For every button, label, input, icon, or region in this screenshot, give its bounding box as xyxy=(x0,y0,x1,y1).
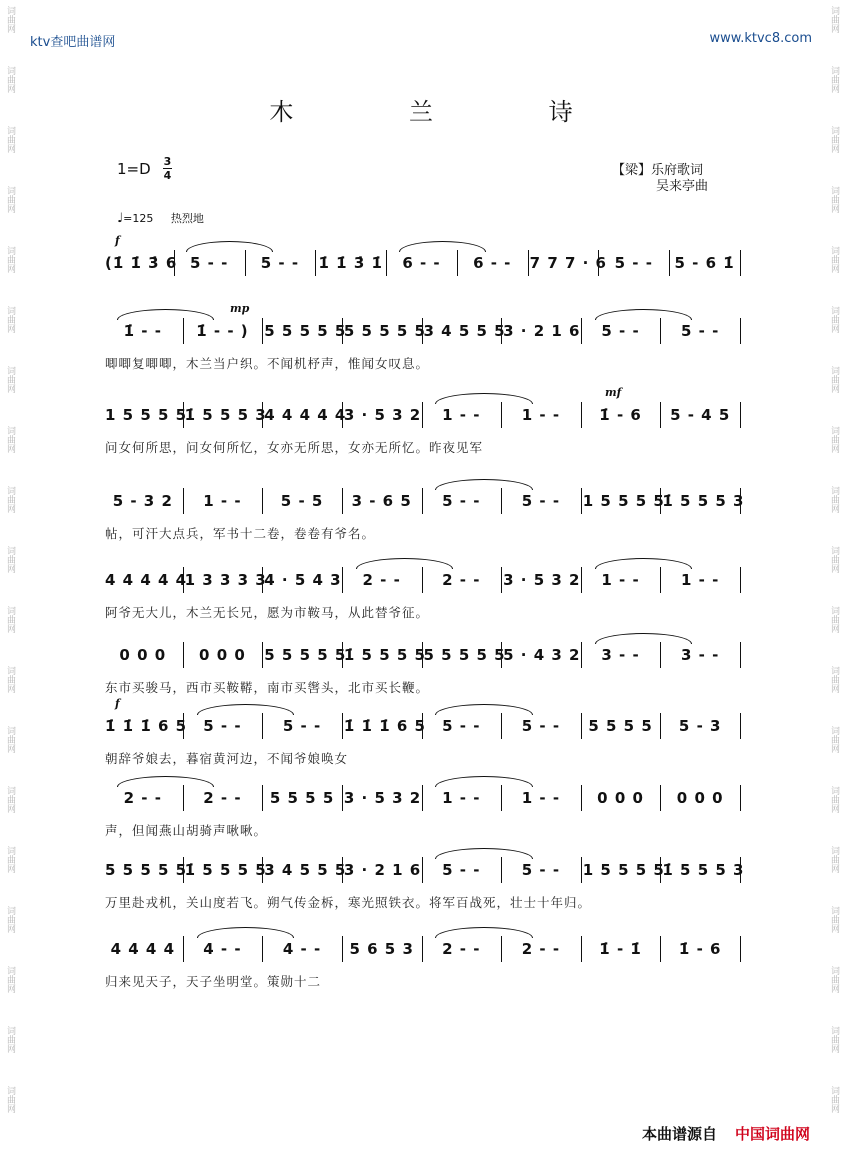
lyrics-line: 阿爷无大儿，木兰无长兄，愿为市鞍马，从此替爷征。 xyxy=(105,605,430,620)
notes-row xyxy=(105,785,742,815)
lyricist-credit: 【梁】乐府歌词 xyxy=(612,163,704,178)
measure: 1̇ - 1̇ xyxy=(599,940,642,958)
barline xyxy=(740,936,741,962)
measure: 5 5 5 5 5 xyxy=(343,322,426,340)
watermark-text: 词曲网 xyxy=(829,966,839,993)
barline xyxy=(245,250,246,276)
barline xyxy=(315,250,316,276)
score-line xyxy=(105,234,742,280)
score-line xyxy=(105,936,742,989)
measure: 3 · 5 3 2 xyxy=(503,571,581,589)
measure: 3 4 5 5 5 xyxy=(423,322,506,340)
measure: 5 - 4 5 xyxy=(670,406,731,424)
barline xyxy=(660,402,661,428)
barline xyxy=(660,936,661,962)
composer-credit: 吴来亭曲 xyxy=(656,179,709,194)
watermark-text: 词曲网 xyxy=(829,246,839,273)
measure: 1 - - xyxy=(203,492,242,510)
notes-row xyxy=(105,936,742,966)
barline xyxy=(581,642,582,668)
lyrics-line: 帖，可汗大点兵，军书十二卷，卷卷有爷名。 xyxy=(105,526,376,541)
watermark-text: 词曲网 xyxy=(5,846,15,873)
measure: 3 · 5 3 2 xyxy=(343,406,422,424)
measure: 5 5 5 5 5 xyxy=(423,646,506,664)
barline xyxy=(457,250,458,276)
lyrics-line: 唧唧复唧唧，木兰当户织。不闻机杼声，惟闻女叹息。 xyxy=(105,356,430,371)
notes-row xyxy=(105,857,745,887)
watermark-text: 词曲网 xyxy=(5,606,15,633)
measure: 1 - - xyxy=(521,789,561,807)
barline xyxy=(581,936,582,962)
measure: 5 - - xyxy=(203,717,242,735)
measure: 3 · 2 1 6 xyxy=(503,322,581,340)
barline xyxy=(501,785,502,811)
measure: 5 5 5 5 5 xyxy=(264,646,347,664)
measure: 0 0 0 xyxy=(199,646,246,664)
key-signature: 1=D xyxy=(117,160,151,178)
watermark-text: 词曲网 xyxy=(829,306,839,333)
measure: 5 - - xyxy=(521,861,561,879)
watermark-text: 词曲网 xyxy=(5,786,15,813)
barline xyxy=(501,936,502,962)
barline xyxy=(183,567,184,593)
site-name-left: ktv查吧曲谱网 xyxy=(30,35,116,50)
time-signature xyxy=(163,156,172,181)
barline xyxy=(262,567,263,593)
dynamic-marking: mp xyxy=(230,302,250,315)
notes-row xyxy=(105,567,742,597)
measure: 5 · 4 3 2 xyxy=(503,646,581,664)
barline xyxy=(660,785,661,811)
barline xyxy=(501,318,502,344)
measure: 4 4 4 4 4 xyxy=(264,406,347,424)
barline xyxy=(262,488,263,514)
barline xyxy=(581,713,582,739)
watermark-text: 词曲网 xyxy=(5,126,15,153)
watermark-text: 词曲网 xyxy=(829,726,839,753)
barline xyxy=(740,402,741,428)
watermark-text: 词曲网 xyxy=(829,126,839,153)
watermark-text: 词曲网 xyxy=(5,366,15,393)
barline xyxy=(740,488,741,514)
measure: 1̇ 1̇ 1̇ 6 5 xyxy=(105,717,188,735)
measure: 5 - - xyxy=(681,322,720,340)
score-line xyxy=(105,488,745,541)
barline xyxy=(740,567,741,593)
barline xyxy=(262,857,263,883)
score-line xyxy=(105,386,742,455)
measure: 0 0 0 xyxy=(597,789,644,807)
watermark-text: 词曲网 xyxy=(829,426,839,453)
watermark-text: 词曲网 xyxy=(829,1026,839,1053)
measure: 6 - - xyxy=(473,254,512,272)
barline xyxy=(183,318,184,344)
barline xyxy=(262,713,263,739)
dynamic-marking: f xyxy=(115,697,120,710)
barline xyxy=(501,402,502,428)
measure: 5 5 5 5 xyxy=(588,717,653,735)
watermark-text: 词曲网 xyxy=(829,846,839,873)
measure: 1 - - xyxy=(681,571,720,589)
watermark-text: 词曲网 xyxy=(829,786,839,813)
measure: 1̇ - 6 xyxy=(599,406,642,424)
barline xyxy=(342,857,343,883)
notes-row xyxy=(105,318,742,348)
time-signature-top: 3 xyxy=(163,155,172,168)
measure: 4 · 5 4 3 xyxy=(264,571,342,589)
footer xyxy=(642,1123,810,1144)
barline xyxy=(528,250,529,276)
barline xyxy=(660,488,661,514)
tempo-style: 热烈地 xyxy=(170,212,204,225)
measure: 5 5 5 5 5 xyxy=(105,861,188,879)
lyrics-line: 朝辞爷娘去，暮宿黄河边，不闻爷娘唤女 xyxy=(105,751,349,766)
barline xyxy=(501,857,502,883)
measure: 1 - - xyxy=(521,406,561,424)
measure: 5 5 5 5 5 xyxy=(264,322,347,340)
measure: 1̇ 5 5 5 3 xyxy=(184,406,267,424)
watermark-text: 词曲网 xyxy=(5,186,15,213)
footer-source: 本曲谱源自 xyxy=(641,1125,717,1143)
barline xyxy=(262,642,263,668)
measure: 5 - - xyxy=(189,254,229,272)
watermark-text: 词曲网 xyxy=(5,906,15,933)
barline xyxy=(740,318,741,344)
barline xyxy=(422,567,423,593)
lyrics-line: 万里赴戎机，关山度若飞。朔气传金柝，寒光照铁衣。将军百战死，壮士十年归。 xyxy=(105,895,592,910)
score-line xyxy=(105,567,742,620)
watermark-text: 词曲网 xyxy=(5,66,15,93)
measure: 1̇ - - ) xyxy=(196,322,249,340)
measure: 5 - 3 2 xyxy=(112,492,173,510)
barline xyxy=(581,402,582,428)
notes-row xyxy=(105,642,742,672)
barline xyxy=(660,642,661,668)
measure: 5 - - xyxy=(260,254,300,272)
lyrics-line: 东市买骏马，西市买鞍鞯，南市买辔头，北市买长鞭。 xyxy=(105,680,430,695)
watermark-text: 词曲网 xyxy=(5,1086,15,1113)
measure: 5 - - xyxy=(521,717,561,735)
measure: 3 - 6 5 xyxy=(351,492,412,510)
barline xyxy=(581,857,582,883)
measure: 3 · 2 1 6 xyxy=(343,861,422,879)
site-url-right: www.ktvc8.com xyxy=(709,31,812,46)
barline xyxy=(581,785,582,811)
measure: 3 · 5 3 2 xyxy=(343,789,422,807)
watermark-text: 词曲网 xyxy=(5,6,15,33)
measure: 4 4 4 4 xyxy=(110,940,176,958)
credits xyxy=(612,163,708,195)
measure: 5 - - xyxy=(282,717,322,735)
measure: 0 0 0 xyxy=(676,789,724,807)
watermark-text: 词曲网 xyxy=(829,546,839,573)
measure: 1̇ 1̇ 1̇ 6 5 xyxy=(343,717,426,735)
footer-brand: 中国词曲网 xyxy=(734,1125,810,1143)
score-line xyxy=(105,785,742,838)
notes-row xyxy=(105,250,742,280)
measure: 5 6 5 3 xyxy=(349,940,414,958)
barline xyxy=(183,642,184,668)
barline xyxy=(740,785,741,811)
watermark-text: 词曲网 xyxy=(5,1026,15,1053)
measure: 1̇ 1̇ 3̇ 1̇ xyxy=(318,254,383,272)
barline xyxy=(581,318,582,344)
measure: 5 - - xyxy=(521,492,561,510)
watermark-text: 词曲网 xyxy=(5,726,15,753)
barline xyxy=(183,857,184,883)
barline xyxy=(422,318,423,344)
measure: 3 - - xyxy=(601,646,640,664)
measure: 5 - 5 xyxy=(280,492,324,510)
measure: 2 - - xyxy=(123,789,162,807)
barline xyxy=(342,936,343,962)
barline xyxy=(342,785,343,811)
watermark-text: 词曲网 xyxy=(5,546,15,573)
barline xyxy=(501,713,502,739)
score-line xyxy=(105,642,742,695)
barline xyxy=(262,936,263,962)
barline xyxy=(660,857,661,883)
lyrics-line: 问女何所思，问女何所忆，女亦无所思，女亦无所忆。昨夜见军 xyxy=(105,440,484,455)
measure: 1̇ - 6 xyxy=(678,940,722,958)
watermark-text: 词曲网 xyxy=(5,666,15,693)
measure: 5 - - xyxy=(614,254,653,272)
barline xyxy=(422,402,423,428)
notes-row xyxy=(105,713,742,743)
tempo-bpm: =125 xyxy=(123,212,154,225)
watermark-text: 词曲网 xyxy=(829,186,839,213)
measure: 1̇ 5 5 5 3 xyxy=(662,861,745,879)
notes-row xyxy=(105,488,745,518)
measure: 2 - - xyxy=(442,571,481,589)
barline xyxy=(342,402,343,428)
measure: 1 5 5 5 5 xyxy=(582,492,665,510)
measure: 1 5 5 5 5 xyxy=(582,861,665,879)
barline xyxy=(183,936,184,962)
watermark-text: 词曲网 xyxy=(829,6,839,33)
barline xyxy=(262,785,263,811)
barline xyxy=(660,318,661,344)
measure: 5 - 6 1̇ xyxy=(674,254,735,272)
barline xyxy=(342,488,343,514)
barline xyxy=(422,857,423,883)
measure: 3 - - xyxy=(681,646,720,664)
barline xyxy=(598,250,599,276)
barline xyxy=(342,642,343,668)
measure: 4 4 4 4 4 xyxy=(105,571,188,589)
measure: 1̇ 5 5 5 5 xyxy=(184,861,267,879)
barline xyxy=(422,642,423,668)
watermark-text: 词曲网 xyxy=(5,426,15,453)
measure: (1̇ 1̇ 3̇ 6 xyxy=(105,254,178,272)
measure: 7 7 7 · 6 xyxy=(529,254,607,272)
left-watermark-strip xyxy=(0,0,18,1171)
time-signature-bottom: 4 xyxy=(163,169,172,182)
measure: 1̇ - - xyxy=(123,322,162,340)
barline xyxy=(386,250,387,276)
barline xyxy=(422,785,423,811)
watermark-text: 词曲网 xyxy=(829,606,839,633)
measure: 1 - - xyxy=(442,406,481,424)
watermark-text: 词曲网 xyxy=(829,486,839,513)
barline xyxy=(183,785,184,811)
barline xyxy=(262,318,263,344)
measure: 3 4 5 5 5 xyxy=(264,861,347,879)
barline xyxy=(669,250,670,276)
measure: 1 3 3 3 3 xyxy=(184,571,267,589)
notes-row xyxy=(105,402,742,432)
barline xyxy=(422,713,423,739)
tempo-marking xyxy=(117,210,204,226)
lyrics-line: 声，但闻燕山胡骑声啾啾。 xyxy=(105,823,268,838)
watermark-text: 词曲网 xyxy=(5,246,15,273)
measure: 4 - - xyxy=(282,940,322,958)
watermark-text: 词曲网 xyxy=(829,66,839,93)
barline xyxy=(174,250,175,276)
barline xyxy=(581,488,582,514)
measure: 2 - - xyxy=(203,789,242,807)
measure: 6 - - xyxy=(402,254,441,272)
measure: 5 - - xyxy=(442,861,481,879)
measure: 2 - - xyxy=(362,571,401,589)
measure: 5 - - xyxy=(442,717,481,735)
barline xyxy=(183,402,184,428)
score-line xyxy=(105,857,745,910)
measure: 2 - - xyxy=(521,940,561,958)
watermark-text: 词曲网 xyxy=(5,486,15,513)
measure: 5 - - xyxy=(442,492,481,510)
barline xyxy=(740,642,741,668)
barline xyxy=(183,713,184,739)
barline xyxy=(183,488,184,514)
barline xyxy=(740,713,741,739)
measure: 4 - - xyxy=(203,940,242,958)
measure: 5 - - xyxy=(601,322,640,340)
barline xyxy=(740,857,741,883)
watermark-text: 词曲网 xyxy=(5,966,15,993)
score-line xyxy=(105,302,742,371)
barline xyxy=(342,713,343,739)
barline xyxy=(660,713,661,739)
barline xyxy=(660,567,661,593)
barline xyxy=(501,642,502,668)
measure: 5 - 3 xyxy=(678,717,722,735)
measure: 0 0 0 xyxy=(119,646,167,664)
watermark-text: 词曲网 xyxy=(829,366,839,393)
lyrics-line: 归来见天子，天子坐明堂。策勋十二 xyxy=(105,974,322,989)
barline xyxy=(740,250,741,276)
dynamic-marking: f xyxy=(115,234,120,247)
barline xyxy=(422,488,423,514)
barline xyxy=(501,488,502,514)
barline xyxy=(342,567,343,593)
quarter-note-icon: ♩ xyxy=(117,211,124,226)
watermark-text: 词曲网 xyxy=(829,906,839,933)
dynamic-marking: mf xyxy=(605,386,622,399)
barline xyxy=(581,567,582,593)
song-title: 木 兰 诗 xyxy=(269,98,627,126)
measure: 1 - - xyxy=(601,571,640,589)
measure: 2 - - xyxy=(442,940,481,958)
watermark-text: 词曲网 xyxy=(829,1086,839,1113)
measure: 1̇ 5 5 5 5 xyxy=(343,646,426,664)
measure: 1 5 5 5 5 xyxy=(105,406,188,424)
watermark-text: 词曲网 xyxy=(5,306,15,333)
score-line xyxy=(105,697,742,766)
measure: 1̇ 5 5 5 3 xyxy=(662,492,745,510)
measure: 1 - - xyxy=(442,789,481,807)
barline xyxy=(262,402,263,428)
barline xyxy=(422,936,423,962)
right-watermark-strip xyxy=(824,0,842,1171)
measure: 5 5 5 5 xyxy=(269,789,335,807)
barline xyxy=(501,567,502,593)
barline xyxy=(342,318,343,344)
watermark-text: 词曲网 xyxy=(829,666,839,693)
